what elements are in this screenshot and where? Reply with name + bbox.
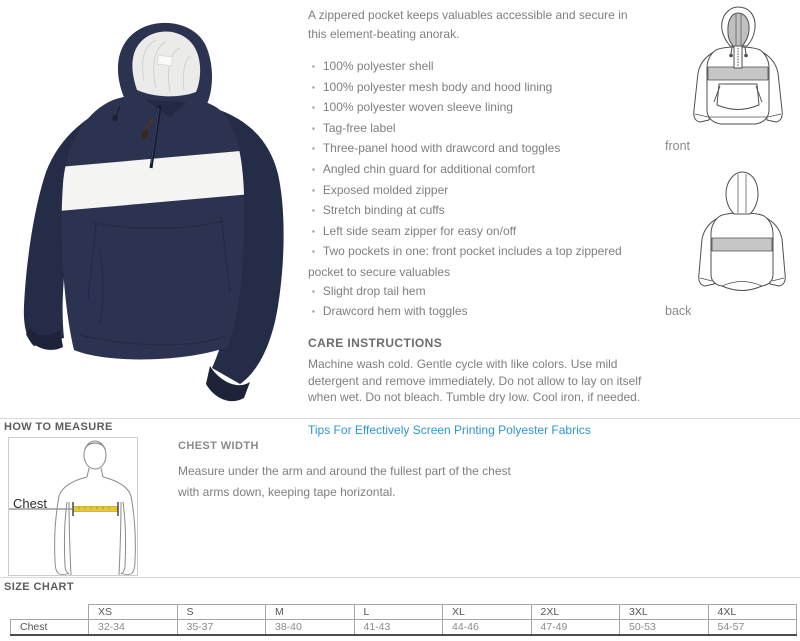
feature-list bbox=[308, 57, 646, 323]
section-divider bbox=[0, 418, 800, 419]
size-value-cell: 44-46 bbox=[443, 620, 532, 635]
feature-item: ▪ 100% polyester mesh body and hood lining bbox=[308, 78, 646, 99]
care-instructions-text: Machine wash cold. Gentle cycle with like colors. Use mild detergent and remove immediately. Do not allow to lay on itself when wet. Do not bleach. Tumble dry low. Cool iron, if needed. bbox=[308, 356, 642, 405]
hood-toggle bbox=[112, 115, 118, 121]
chest-width-text: Measure under the arm and around the fullest part of the chest with arms down, keeping tape horizontal. bbox=[178, 464, 511, 499]
size-column-header: M bbox=[266, 605, 355, 620]
size-value-cell: 38-40 bbox=[266, 620, 355, 635]
size-column-header: L bbox=[354, 605, 443, 620]
feature-item: ▪ 100% polyester shell bbox=[308, 57, 646, 78]
chest-diagram-label: Chest bbox=[13, 496, 47, 511]
size-value-cell: 32-34 bbox=[89, 620, 178, 635]
product-photo bbox=[0, 0, 300, 418]
anorak-back-line-drawing bbox=[692, 170, 792, 302]
anorak-front-line-drawing bbox=[686, 4, 790, 140]
feature-item: ▪ Exposed molded zipper bbox=[308, 181, 646, 202]
size-value-cell: 35-37 bbox=[177, 620, 266, 635]
measure-diagram bbox=[8, 437, 138, 576]
how-to-measure-heading: HOW TO MEASURE bbox=[4, 421, 113, 433]
feature-item: ▪ Tag-free label bbox=[308, 119, 646, 140]
chest-width-block bbox=[178, 440, 533, 503]
feature-item: ▪ 100% polyester woven sleeve lining bbox=[308, 98, 646, 119]
jacket-body bbox=[62, 94, 245, 359]
feature-item: ▪ Three-panel hood with drawcord and toggles bbox=[308, 139, 646, 160]
size-value-cell: 50-53 bbox=[620, 620, 709, 635]
size-chart-corner-cell bbox=[11, 605, 89, 620]
feature-item: ▪ Angled chin guard for additional comfort bbox=[308, 160, 646, 181]
feature-item: ▪ Slight drop tail hem bbox=[308, 282, 646, 303]
size-column-header: XS bbox=[89, 605, 178, 620]
care-instructions-heading: CARE INSTRUCTIONS bbox=[308, 335, 443, 350]
size-column-header: 2XL bbox=[531, 605, 620, 620]
size-column-header: 3XL bbox=[620, 605, 709, 620]
product-intro: A zippered pocket keeps valuables accessible and secure in this element-beating anorak. bbox=[308, 8, 628, 41]
chest-width-heading: CHEST WIDTH bbox=[178, 440, 259, 452]
size-column-header: 4XL bbox=[708, 605, 797, 620]
navy-anorak-jacket-image bbox=[0, 0, 300, 418]
size-chart-heading: SIZE CHART bbox=[4, 581, 74, 593]
size-chart-header-row bbox=[11, 605, 797, 620]
screen-printing-tips-link[interactable]: Tips For Effectively Screen Printing Polyester Fabrics bbox=[308, 423, 591, 438]
size-value-cell: 47-49 bbox=[531, 620, 620, 635]
size-row-label: Chest bbox=[11, 620, 89, 635]
feature-item: ▪ Drawcord hem with toggles bbox=[308, 302, 646, 323]
size-chart-table bbox=[10, 604, 797, 636]
section-divider bbox=[0, 577, 800, 578]
size-chart-data-row bbox=[11, 620, 797, 635]
size-chart bbox=[10, 604, 797, 636]
feature-item: ▪ Stretch binding at cuffs bbox=[308, 201, 646, 222]
size-column-header: XL bbox=[443, 605, 532, 620]
feature-item: ▪ Two pockets in one: front pocket includes a top zippered pocket to secure valuables bbox=[308, 242, 646, 281]
product-description bbox=[308, 6, 646, 437]
front-view-label: front bbox=[665, 139, 691, 153]
jacket-neck-tag bbox=[157, 55, 172, 66]
size-value-cell: 41-43 bbox=[354, 620, 443, 635]
back-view-label: back bbox=[665, 304, 692, 318]
size-column-header: S bbox=[177, 605, 266, 620]
measuring-tape bbox=[73, 507, 118, 512]
feature-item: ▪ Left side seam zipper for easy on/off bbox=[308, 222, 646, 243]
size-value-cell: 54-57 bbox=[708, 620, 797, 635]
